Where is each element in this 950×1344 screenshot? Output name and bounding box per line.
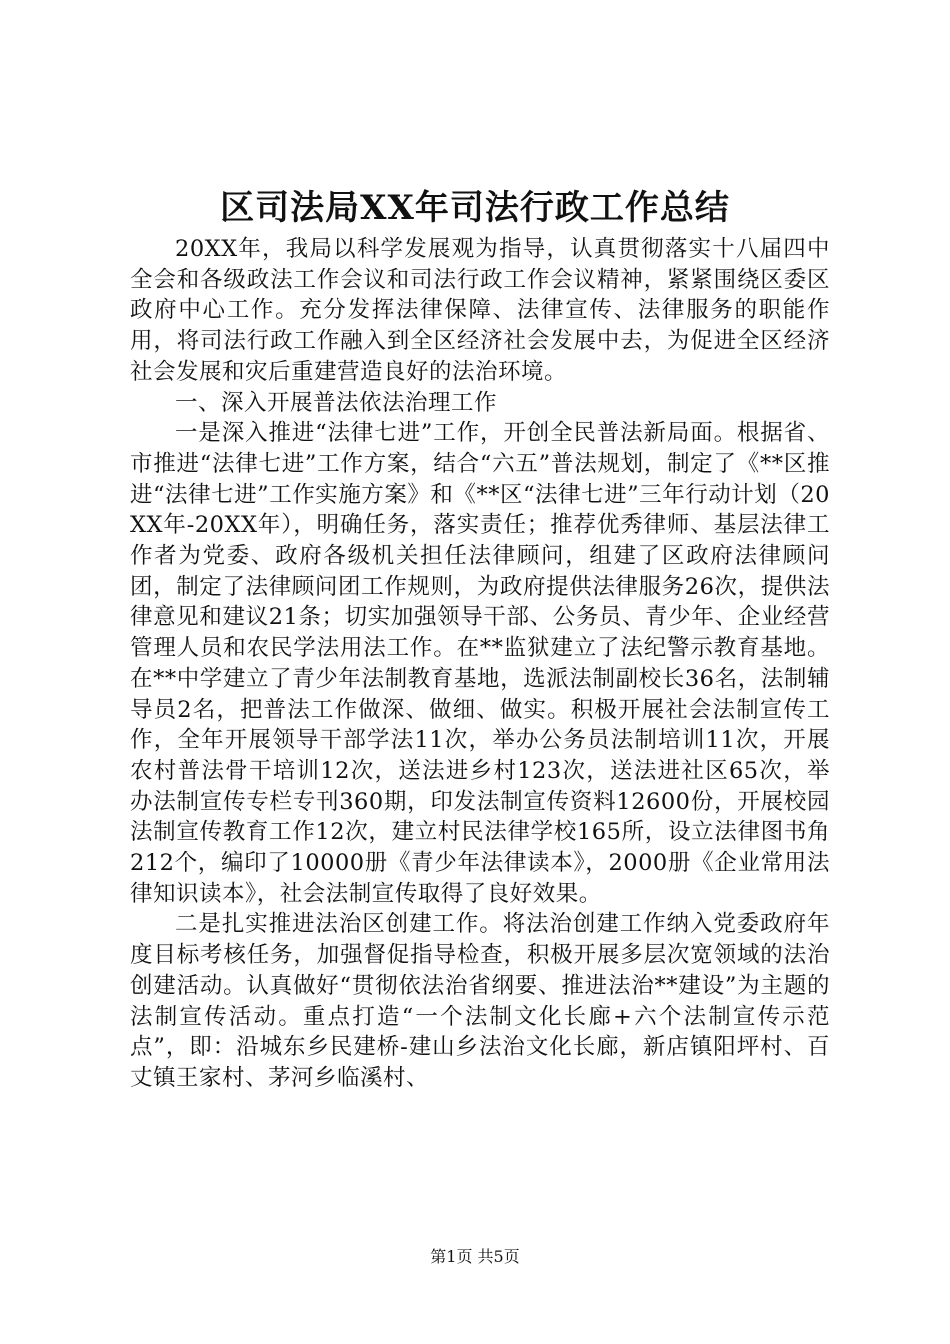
paragraph-legal-publicity: 一是深入推进“法律七进”工作，开创全民普法新局面。根据省、市推进“法律七进”工作方案，结合“六五”普法规划，制定了《**区推进“法律七进”工作实施方案》和《**区“法律七进”三年行动计划（20XX年-20XX年），明确任务，落实责任；推荐优秀律师、基层法律工作者为党委、政府各级机关担任法律顾问，组建了区政府法律顾问团，制定了法律顾问团工作规则，为政府提供法律服务26次，提供法律意见和建议21条；切实加强领导干部、公务员、青少年、企业经营管理人员和农民学法用法工作。在**监狱建立了法纪警示教育基地。在**中学建立了青少年法制教育基地，选派法制副校长36名，法制辅导员2名，把普法工作做深、做细、做实。积极开展社会法制宣传工作，全年开展领导干部学法11次，举办公务员法制培训11次，开展农村普法骨干培训12次，送法进乡村123次，送法进社区65次，举办法制宣传专栏专刊360期，印发法制宣传资料12600份，开展校园法制宣传教育工作12次，建立村民法律学校165所，设立法律图书角212个，编印了10000册《青少年法律读本》，2000册《企业常用法律知识读本》，社会法制宣传取得了良好效果。 bbox=[130, 420, 830, 907]
section-heading: 一、深入开展普法依法治理工作 bbox=[175, 389, 498, 416]
document-body bbox=[130, 234, 830, 1094]
paragraph-intro: 20XX年，我局以科学发展观为指导，认真贯彻落实十八届四中全会和各级政法工作会议和司法行政工作会议精神，紧紧围绕区委区政府中心工作。充分发挥法律保障、法律宣传、法律服务的职能作用，将司法行政工作融入到全区经济社会发展中去，为促进全区经济社会发展和灾后重建营造良好的法治环境。 bbox=[130, 236, 830, 385]
page-footer: 第1页 共5页 bbox=[430, 1247, 520, 1266]
document-title: 区司法局XX年司法行政工作总结 bbox=[220, 188, 730, 228]
paragraph-rule-of-law-district: 二是扎实推进法治区创建工作。将法治创建工作纳入党委政府年度目标考核任务，加强督促指导检查，积极开展多层次宽领域的法治创建活动。认真做好“贯彻依法治省纲要、推进法治**建设”为主题的法制宣传活动。重点打造“一个法制文化长廊+六个法制宣传示范点”，即：沿城东乡民建桥-建山乡法治文化长廊，新店镇阳坪村、百丈镇王家村、茅河乡临溪村、 bbox=[130, 911, 830, 1091]
